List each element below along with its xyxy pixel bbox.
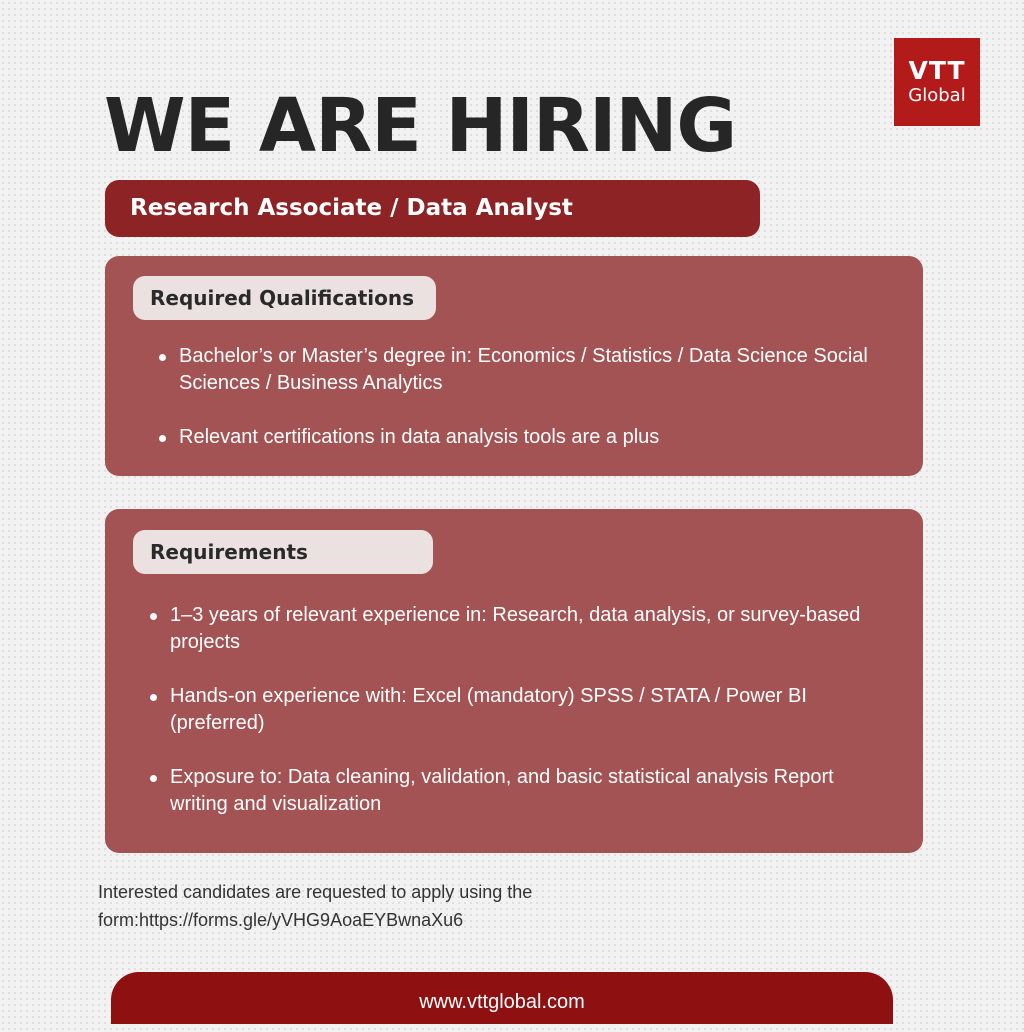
- requirement-item: Hands-on experience with: Excel (mandatory) SPSS / STATA / Power BI (preferred): [150, 683, 895, 737]
- requirements-card: [105, 509, 923, 853]
- logo-line-vtt: VTT: [908, 56, 966, 85]
- requirement-item: Exposure to: Data cleaning, validation, and basic statistical analysis Report writing and visualization: [150, 764, 895, 818]
- qualification-item: Relevant certifications in data analysis tools are a plus: [159, 424, 899, 451]
- website-link[interactable]: www.vttglobal.com: [419, 991, 585, 1013]
- footer-website-bar[interactable]: [111, 972, 893, 1024]
- job-title-banner: Research Associate / Data Analyst: [105, 180, 760, 237]
- vtt-global-logo: [894, 38, 980, 126]
- qualifications-list: [159, 343, 899, 478]
- apply-instructions: Interested candidates are requested to apply using the form:https://forms.gle/yVHG9AoaEYBwnaXu6: [98, 882, 533, 930]
- requirements-heading: Requirements: [133, 530, 433, 574]
- logo-line-global: Global: [908, 85, 966, 106]
- requirement-item: 1–3 years of relevant experience in: Research, data analysis, or survey-based projects: [150, 602, 895, 656]
- requirements-list: [150, 602, 895, 845]
- qualification-item: Bachelor’s or Master’s degree in: Economics / Statistics / Data Science Social Sciences / Business Analytics: [159, 343, 899, 397]
- qualifications-heading: Required Qualifications: [133, 276, 436, 320]
- qualifications-card: [105, 256, 923, 476]
- headline: WE ARE HIRING: [104, 83, 737, 169]
